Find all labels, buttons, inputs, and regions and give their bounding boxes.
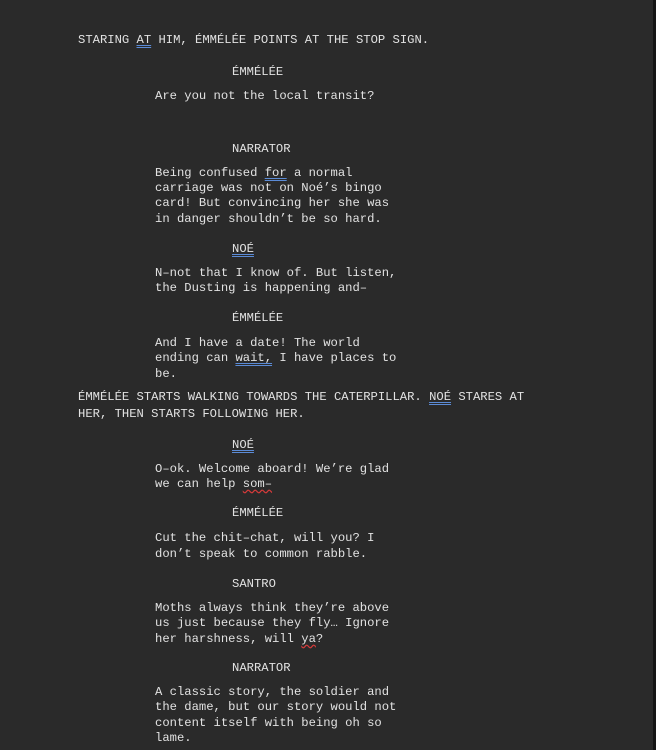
action-line: ÉMMÉLÉE STARTS WALKING TOWARDS THE CATERPILLAR. NOÉ STARES AT xyxy=(78,390,525,404)
dialogue-line: be. xyxy=(155,367,177,381)
dialogue-line: the dame, but our story would not xyxy=(155,700,397,714)
dialogue-line: carriage was not on Noé’s bingo xyxy=(155,181,382,195)
character-cue: ÉMMÉLÉE xyxy=(232,506,284,520)
character-cue: ÉMMÉLÉE xyxy=(232,65,284,79)
dialogue-line: content itself with being oh so xyxy=(155,716,382,730)
character-cue: NARRATOR xyxy=(232,661,291,675)
action-line: HER, THEN STARTS FOLLOWING HER. xyxy=(78,407,305,421)
dialogue-line: N–not that I know of. But listen, xyxy=(155,266,397,280)
dialogue-line: Are you not the local transit? xyxy=(155,89,375,103)
dialogue-line: we can help som– xyxy=(155,477,273,491)
dialogue-line: A classic story, the soldier and xyxy=(155,685,390,699)
grammar-flag[interactable]: AT xyxy=(136,33,152,47)
dialogue-line: And I have a date! The world xyxy=(155,336,360,350)
grammar-flag[interactable]: for xyxy=(264,166,287,180)
dialogue-line: Being confused for a normal xyxy=(155,166,353,180)
grammar-flag[interactable]: NOÉ xyxy=(232,438,254,452)
grammar-flag[interactable]: NOÉ xyxy=(232,242,254,256)
grammar-flag[interactable]: NOÉ xyxy=(429,390,452,404)
dialogue-line: us just because they fly… Ignore xyxy=(155,616,390,630)
dialogue-line: lame. xyxy=(155,731,192,745)
character-cue xyxy=(232,242,254,258)
character-cue: NARRATOR xyxy=(232,142,291,156)
dialogue-line: card! But convincing her she was xyxy=(155,196,390,210)
dialogue-line: Moths always think they’re above xyxy=(155,601,390,615)
dialogue-line: the Dusting is happening and– xyxy=(155,281,368,295)
dialogue-line: ending can wait, I have places to xyxy=(155,351,397,365)
spelling-flag[interactable]: som– xyxy=(242,477,273,491)
grammar-flag[interactable]: wait, xyxy=(235,351,273,365)
character-cue xyxy=(232,438,254,454)
dialogue-line: her harshness, will ya? xyxy=(155,632,324,646)
action-line: STARING AT HIM, ÉMMÉLÉE POINTS AT THE STOP SIGN. xyxy=(78,33,430,47)
spelling-flag[interactable]: ya xyxy=(301,632,316,646)
dialogue-line: in danger shouldn’t be so hard. xyxy=(155,212,382,226)
character-cue: SANTRO xyxy=(232,577,276,591)
dialogue-line: O–ok. Welcome aboard! We’re glad xyxy=(155,462,390,476)
character-cue: ÉMMÉLÉE xyxy=(232,311,284,325)
dialogue-line: Cut the chit–chat, will you? I xyxy=(155,531,375,545)
dialogue-line: don’t speak to common rabble. xyxy=(155,547,368,561)
